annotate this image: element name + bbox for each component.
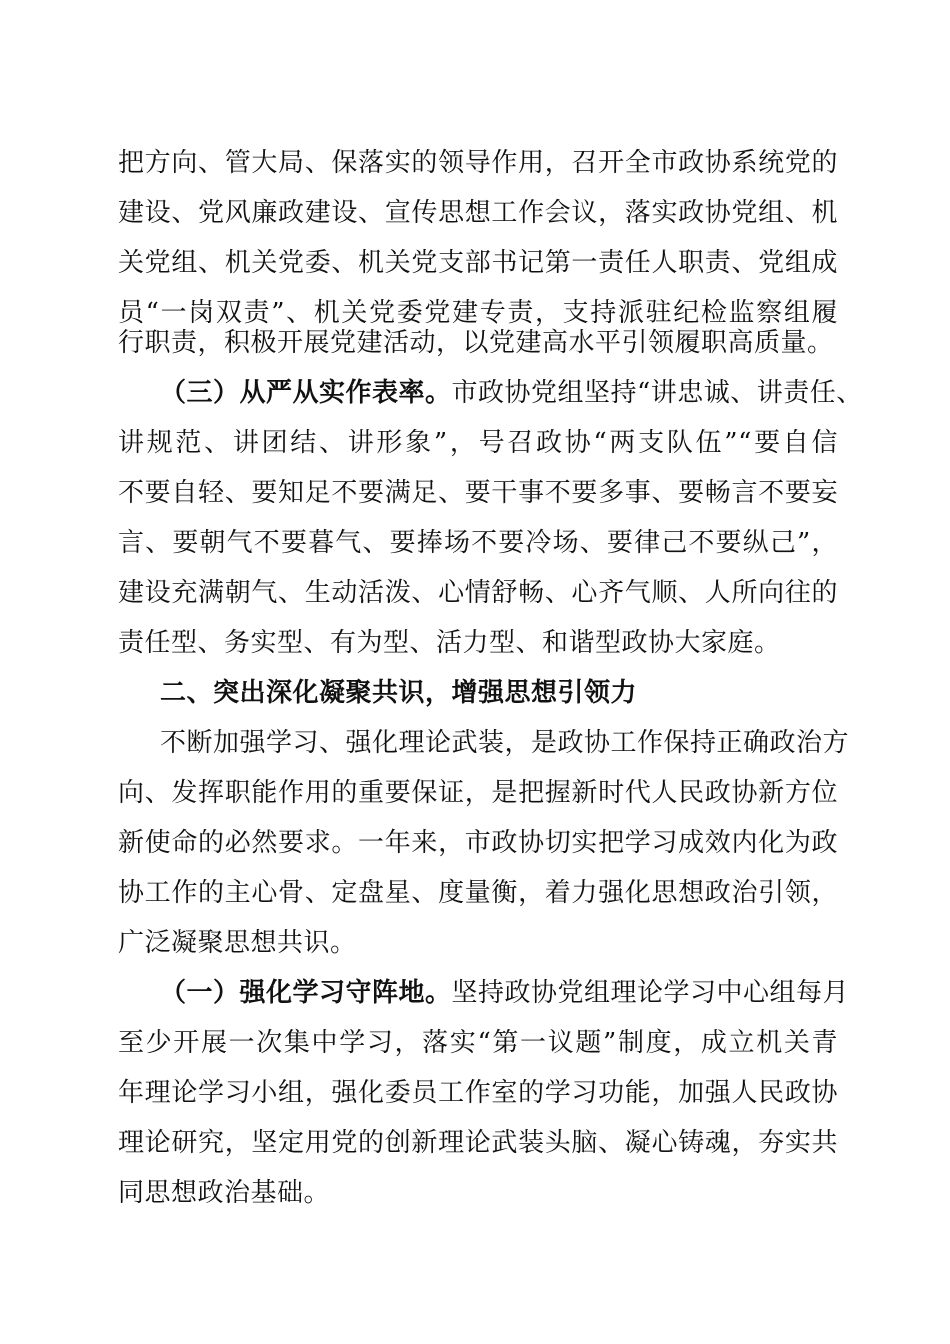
subsection-3-heading: （三）从严从实作表率。 <box>160 378 452 408</box>
paragraph-line: 至少开展一次集中学习，落实“第一议题”制度，成立机关青 <box>118 1028 838 1058</box>
paragraph-line: 新使命的必然要求。一年来，市政协切实把学习成效内化为政 <box>118 828 838 858</box>
paragraph-line-last: 广泛凝聚思想共识。 <box>118 928 357 958</box>
subsection-1-first-text: 坚持政协党组理论学习中心组每月 <box>451 978 850 1008</box>
paragraph-line: 向、发挥职能作用的重要保证，是把握新时代人民政协新方位 <box>118 778 838 808</box>
paragraph-line: 不要自轻、要知足不要满足、要干事不要多事、要畅言不要妄 <box>118 478 838 508</box>
paragraph-line: 年理论学习小组，强化委员工作室的学习功能，加强人民政协 <box>118 1078 838 1108</box>
paragraph-line: 把方向、管大局、保落实的领导作用，召开全市政协系统党的 <box>118 148 838 178</box>
paragraph-line: 建设、党风廉政建设、宣传思想工作会议，落实政协党组、机 <box>118 198 838 228</box>
subsection-1-first-line <box>160 976 850 1010</box>
section-2-heading: 二、突出深化凝聚共识，增强思想引领力 <box>160 678 638 708</box>
subsection-3-first-line <box>160 376 863 410</box>
subsection-1-heading: （一）强化学习守阵地。 <box>160 978 452 1008</box>
paragraph-line-last: 行职责，积极开展党建活动，以党建高水平引领履职高质量。 <box>118 328 834 358</box>
paragraph-line: 不断加强学习、强化理论武装，是政协工作保持正确政治方 <box>160 728 850 758</box>
subsection-3-first-text: 市政协党组坚持“讲忠诚、讲责任、 <box>451 378 863 408</box>
paragraph-line: 讲规范、讲团结、讲形象”，号召政协“两支队伍”“要自信 <box>118 428 838 458</box>
paragraph-line: 协工作的主心骨、定盘星、度量衡，着力强化思想政治引领， <box>118 878 838 908</box>
paragraph-line-last: 同思想政治基础。 <box>118 1178 331 1208</box>
paragraph-line-last: 责任型、务实型、有为型、活力型、和谐型政协大家庭。 <box>118 628 781 658</box>
paragraph-line: 理论研究，坚定用党的创新理论武装头脑、凝心铸魂，夯实共 <box>118 1128 838 1158</box>
paragraph-line: 言、要朝气不要暮气、要捧场不要冷场、要律己不要纵己”， <box>118 528 838 558</box>
paragraph-line: 员“一岗双责”、机关党委党建专责，支持派驻纪检监察组履 <box>118 298 838 328</box>
paragraph-line: 建设充满朝气、生动活泼、心情舒畅、心齐气顺、人所向往的 <box>118 578 838 608</box>
paragraph-line: 关党组、机关党委、机关党支部书记第一责任人职责、党组成 <box>118 248 838 278</box>
